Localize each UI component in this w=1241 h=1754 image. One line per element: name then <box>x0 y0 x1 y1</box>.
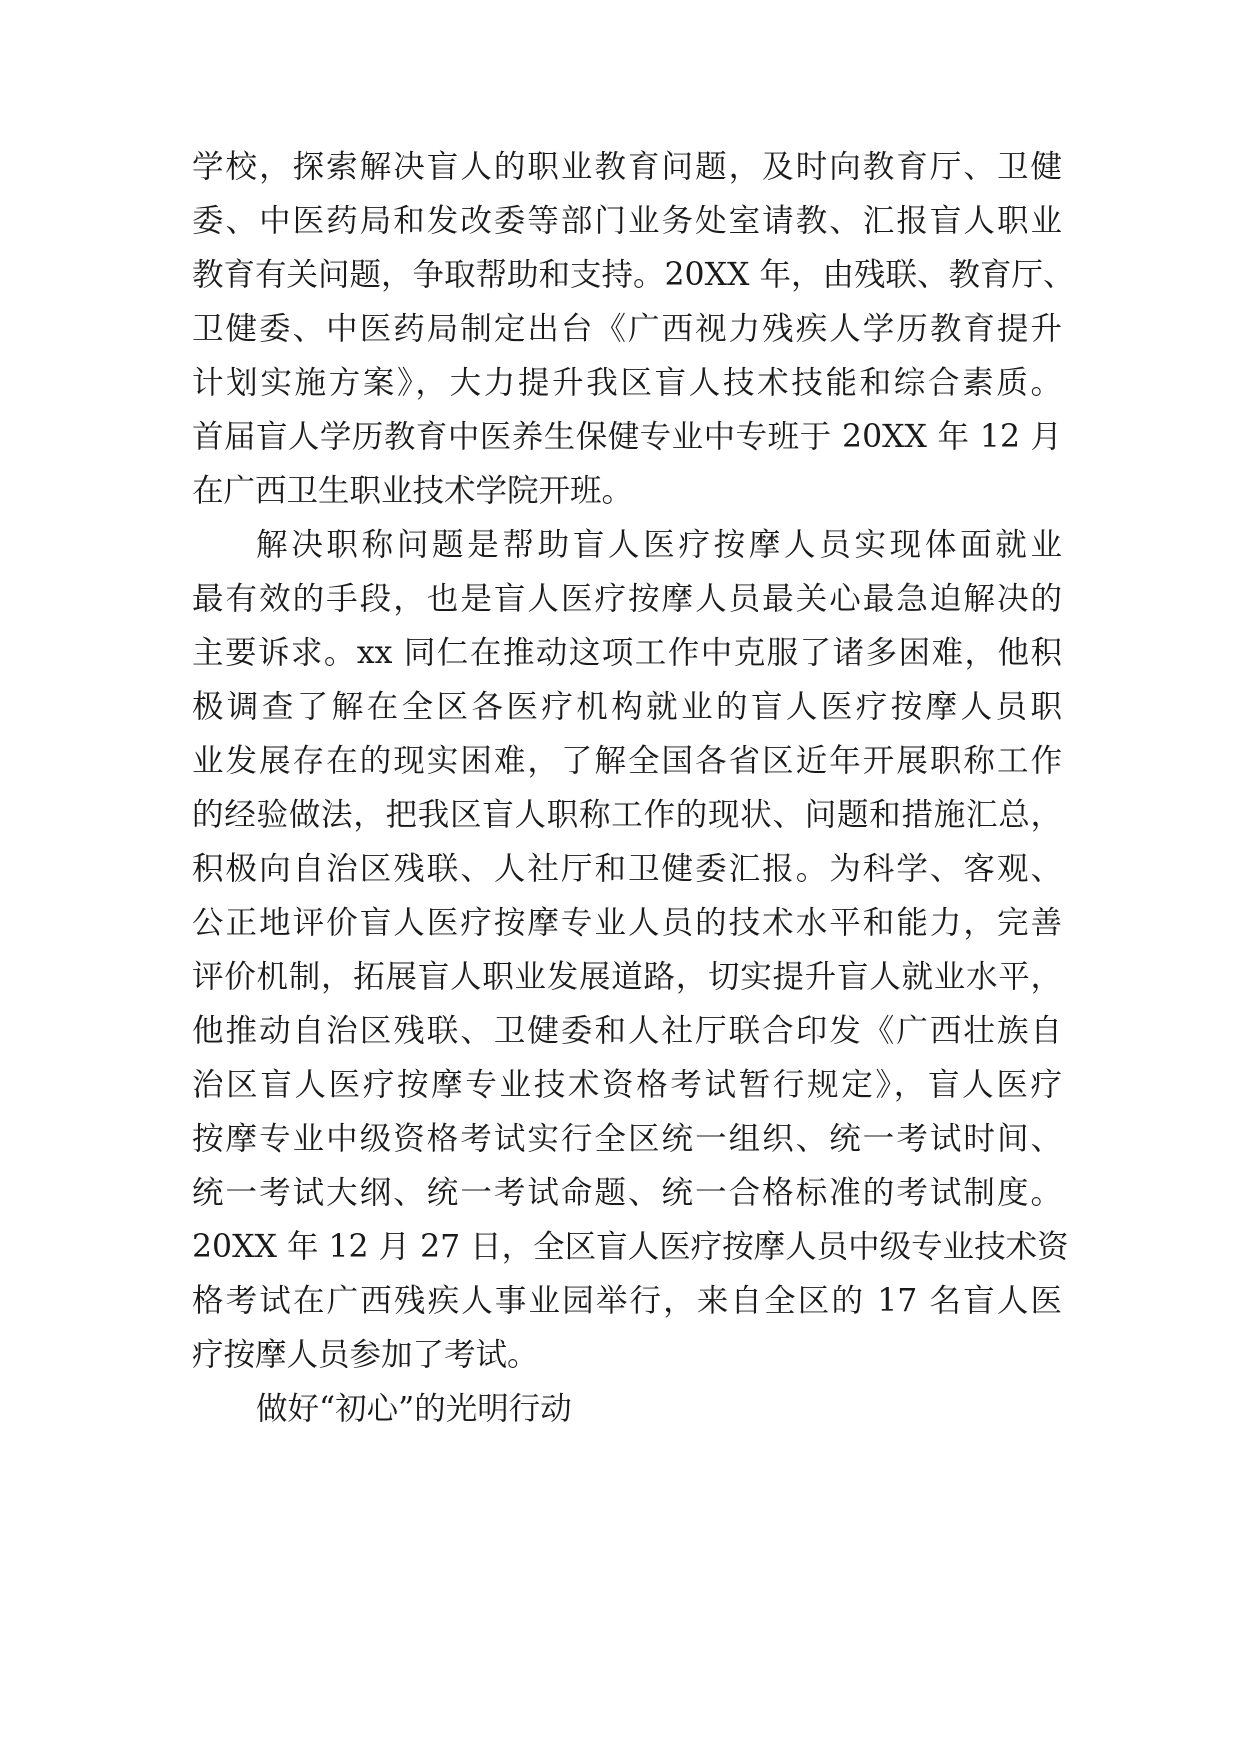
text-line: 公正地评价盲人医疗按摩专业人员的技术水平和能力，完善 <box>192 905 1062 941</box>
text-line: 计划实施方案》，大力提升我区盲人技术技能和综合素质。 <box>192 365 1062 401</box>
text-line: 20XX 年 12 月 27 日，全区盲人医疗按摩人员中级专业技术资 <box>192 1229 1069 1265</box>
text-line: 评价机制，拓展盲人职业发展道路，切实提升盲人就业水平， <box>192 959 1062 995</box>
text-line: 统一考试大纲、统一考试命题、统一合格标准的考试制度。 <box>192 1175 1062 1211</box>
text-line: 治区盲人医疗按摩专业技术资格考试暂行规定》，盲人医疗 <box>192 1067 1062 1103</box>
text-line: 积极向自治区残联、人社厅和卫健委汇报。为科学、客观、 <box>192 851 1062 887</box>
section-heading: 做好“初心”的光明行动 <box>256 1391 572 1427</box>
text-line: 格考试在广西残疾人事业园举行，来自全区的 17 名盲人医 <box>192 1283 1062 1319</box>
text-line: 业发展存在的现实困难，了解全国各省区近年开展职称工作 <box>192 743 1062 779</box>
paragraph-first-line: 解决职称问题是帮助盲人医疗按摩人员实现体面就业 <box>256 527 1062 563</box>
text-line: 教育有关问题，争取帮助和支持。20XX 年，由残联、教育厅、 <box>192 257 1075 293</box>
text-line: 按摩专业中级资格考试实行全区统一组织、统一考试时间、 <box>192 1121 1062 1157</box>
text-line: 学校，探索解决盲人的职业教育问题，及时向教育厅、卫健 <box>192 149 1062 185</box>
text-line: 在广西卫生职业技术学院开班。 <box>192 473 634 509</box>
text-line: 卫健委、中医药局制定出台《广西视力残疾人学历教育提升 <box>192 311 1062 347</box>
text-line: 最有效的手段，也是盲人医疗按摩人员最关心最急迫解决的 <box>192 581 1062 617</box>
text-line: 委、中医药局和发改委等部门业务处室请教、汇报盲人职业 <box>192 203 1062 239</box>
text-line: 疗按摩人员参加了考试。 <box>192 1337 539 1373</box>
text-line: 首届盲人学历教育中医养生保健专业中专班于 20XX 年 12 月 <box>192 419 1062 455</box>
text-line: 极调查了解在全区各医疗机构就业的盲人医疗按摩人员职 <box>192 689 1062 725</box>
text-line: 他推动自治区残联、卫健委和人社厅联合印发《广西壮族自 <box>192 1013 1062 1049</box>
text-line: 的经验做法，把我区盲人职称工作的现状、问题和措施汇总， <box>192 797 1062 833</box>
text-line: 主要诉求。xx 同仁在推动这项工作中克服了诸多困难，他积 <box>192 635 1062 671</box>
